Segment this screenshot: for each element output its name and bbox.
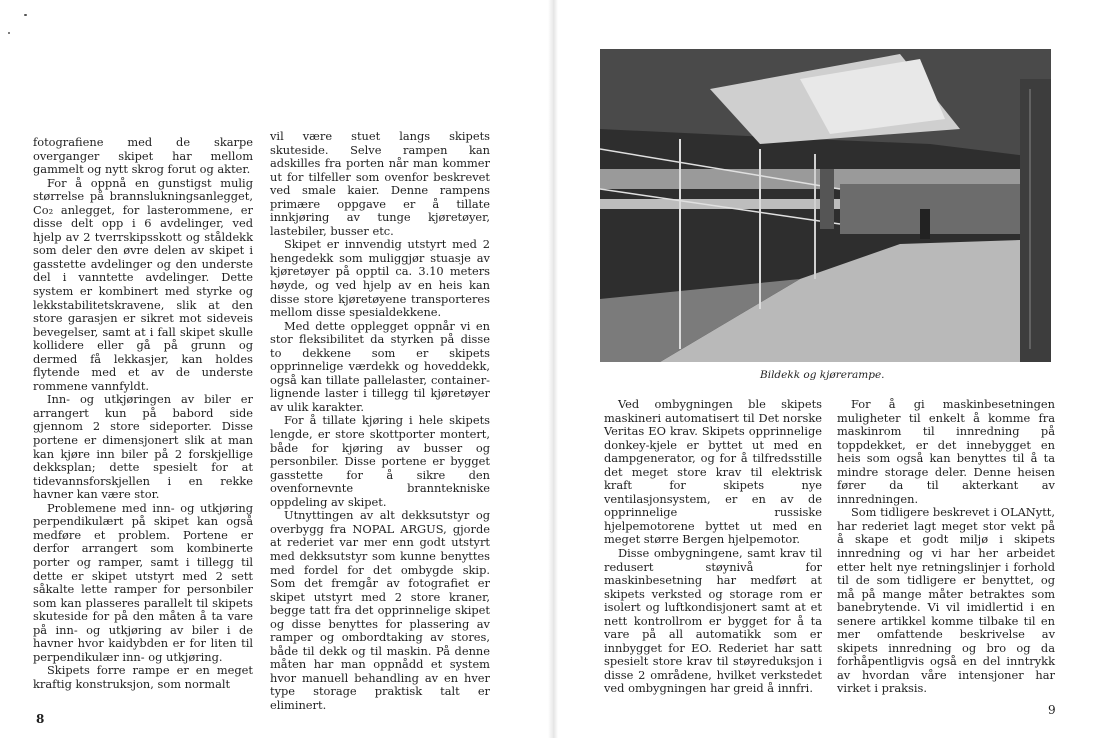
page-gutter — [548, 0, 558, 738]
paragraph: Inn- og utkjøringen av biler er arrangert kun på babord side gjennom 2 store sideporter. Disse portene er dimensjonert slik at man kan kjøre inn biler på 2 forskjellige dekksplan; dette spesielt for at tidevannsforskjellen i en rekke havner kan være stor. — [33, 392, 253, 502]
paragraph: fotografiene med de skarpe overganger skipet har mellom gammelt og nytt skrog forut og akter. — [33, 135, 253, 177]
car-deck-photo-drawing — [600, 49, 1051, 362]
paragraph: Problemene med inn- og utkjøring perpendikulært på skipet kan også medføre et problem. Portene er derfor arrangert som kombinerte porter og ramper, samt i tillegg til dette er skipet utstyrt med 2 sett såkalte lette ramper for personbiler som kan plasseres parallelt til skipets skuteside for på den måten å ta vare på inn- og utkjøring av biler i de havner hvor kaidybden er for liten til perpendikulær inn- og utkjøring. — [33, 500, 253, 664]
page-number-right: 9 — [1048, 703, 1056, 717]
paragraph: Med dette opplegget oppnår vi en stor fleksibilitet da styrken på disse to dekkene som er skipets opprinnelige værdekk og hoveddekk, også kan tillate pallelaster, container-lignende laster i tillegg til kjøretøyer av ulik karakter. — [270, 318, 490, 414]
paragraph: For å tillate kjøring i hele skipets lengde, er store skottporter montert, både for kjøring av busser og personbiler. Disse portene er bygget gasstette for å sikre den ovenfornevnte branntekniske oppdeling av skipet. — [270, 413, 490, 509]
paragraph: Ved ombygningen ble skipets maskineri automatisert til Det norske Veritas EO krav. Skipets opprinnelige donkey-kjele er byttet ut med en dampgenerator, og for å tilfredsstille det meget store krav til elektrisk kraft for skipets nye ventilasjonsystem, er en av de opprinnelige russiske hjelpemotorene byttet ut med en meget større Bergen hjelpemotor. — [604, 397, 822, 547]
paragraph: vil være stuet langs skipets skuteside. Selve rampen kan adskilles fra porten når man kommer ut for tilfeller som ovenfor beskrevet ved smale kaier. Denne rampens primære oppgave er å tillate innkjøring av tunge kjøretøyer, lastebiler, busser etc. — [270, 129, 490, 238]
paragraph: For å oppnå en gunstigst mulig størrelse på brannslukningsanlegget, Co₂ anlegget, for lasterommene, er disse delt opp i 6 avdelinger, ved hjelp av 2 tverrskipsskott og ståldekk som deler den øvre delen av skipet i gasstette avdelinger og den underste del i vanntette avdelinger. Dette system er kombinert med styrke og lekkstabilitetskravene, slik at den store garasjen er sikret mot sideveis bevegelser, samt at i fall skipet skulle kollidere eller gå på grunn og dermed få lekkasjer, kan holdes flytende med et av de underste rommene vannfyldt. — [33, 175, 253, 393]
left-page-column-1 — [33, 136, 253, 691]
paragraph: For å gi maskinbesetningen muligheter til enkelt å komme fra maskinrom til innredning på toppdekket, er det innebygget en heis som også kan benyttes til å ta mindre storage deler. Denne heisen fører da til akterkant av innredningen. — [837, 397, 1055, 506]
paragraph: Som tidligere beskrevet i OLANytt, har rederiet lagt meget stor vekt på å skape et godt miljø i skipets innredning og vi har her arbeidet etter helt nye retningslinjer i forhold til de som tidligere er benyttet, og må på mange måter betraktes som banebrytende. Vi vil imidlertid i en senere artikkel komme tilbake til en mer omfattende beskrivelse av skipets innredning og bro og da forhåpentligvis også en del inntrykk av hvordan våre intensjoner har virket i praksis. — [837, 505, 1055, 696]
page-number-left: 8 — [36, 712, 45, 726]
right-page-column-1 — [604, 398, 822, 696]
paragraph: Utnyttingen av alt dekksutstyr og overbygg fra NOPAL ARGUS, gjorde at rederiet var mer enn godt utstyrt med dekksutstyr som kunne benyttes med fordel for det ombygde skip. Som det fremgår av fotografiet er skipet utstyrt med 2 store kraner, begge tatt fra det opprinnelige skipet og disse benyttes for plassering av ramper og ombordtaking av stores, både til dekk og til maskin. På denne måten har man oppnådd et system hvor manuell behandling av en hver type storage praktisk talt er eliminert. — [270, 508, 490, 712]
scan-speck — [8, 32, 10, 34]
scan-speck — [24, 14, 27, 16]
right-page-column-2 — [837, 398, 1055, 696]
photo-caption: Bildekk og kjørerampe. — [760, 369, 885, 381]
left-page-column-2 — [270, 130, 490, 713]
car-deck-photo — [600, 49, 1051, 362]
paragraph: Skipets forre rampe er en meget kraftig konstruksjon, som normalt — [33, 663, 253, 691]
paragraph: Disse ombygningene, samt krav til redusert støynivå for maskinbesetning har medført at skipets verksted og storage rom er isolert og luftkondisjonert samt at et nett kontrollrom er bygget for å ta vare på all automatikk som er innbygget for EO. Rederiet har satt spesielt store krav til støyreduksjon i disse 2 områdene, hvilket verkstedet ved ombygningen har greid å innfri. — [604, 546, 822, 696]
paragraph: Skipet er innvendig utstyrt med 2 hengedekk som muliggjør stuasje av kjøretøyer på opptil ca. 3.10 meters høyde, og ved hjelp av en heis kan disse store kjøretøyene transporteres mellom disse spesialdekkene. — [270, 237, 490, 320]
